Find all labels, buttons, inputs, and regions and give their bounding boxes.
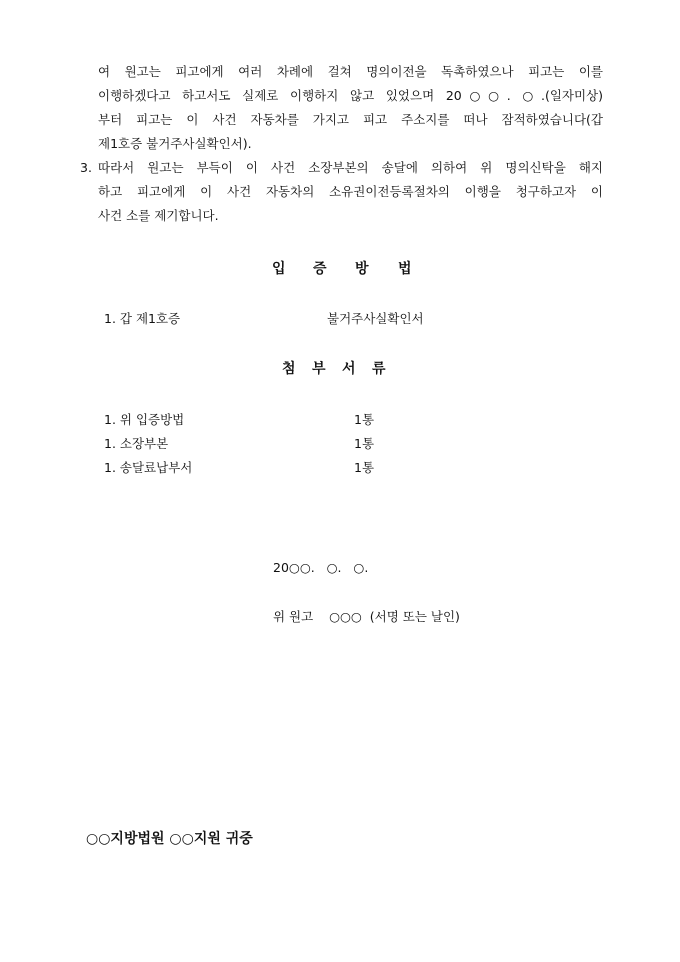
paragraph-line: 따라서 원고는 부득이 이 사건 소장부본의 송달에 의하여 위 명의신탁을 해지	[98, 160, 603, 175]
heading-char: 법	[398, 261, 412, 277]
paragraph-line: 사건 소를 제기합니다.	[98, 208, 219, 223]
heading-char: 첨	[282, 361, 296, 377]
claim-paragraph-3	[98, 156, 603, 228]
attachment-item-count: 1통	[354, 436, 375, 451]
paragraph-line: 이행하겠다고 하고서도 실제로 이행하지 않고 있었으며 20○○. ○.(일자미상)	[98, 88, 603, 103]
paragraph-line: 여 원고는 피고에게 여러 차례에 걸쳐 명의이전을 독촉하였으나 피고는 이를	[98, 64, 603, 79]
attachment-item-count: 1통	[354, 412, 375, 427]
claim-paragraph-2	[98, 60, 603, 156]
attachments-heading	[282, 358, 386, 378]
attachment-item-label: 1. 송달료납부서	[104, 460, 193, 475]
heading-char: 입	[272, 261, 286, 277]
plaintiff-signature-line: 위 원고 ○○○ (서명 또는 날인)	[273, 609, 460, 624]
heading-char: 서	[342, 361, 356, 377]
filing-date: 20○○. ○. ○.	[273, 560, 369, 575]
paragraph-line: 제1호증 불거주사실확인서).	[98, 136, 252, 151]
evidence-heading	[272, 258, 412, 278]
court-addressee: ○○지방법원 ○○지원 귀중	[86, 831, 253, 847]
paragraph-line: 하고 피고에게 이 사건 자동차의 소유권이전등록절차의 이행을 청구하고자 이	[98, 184, 603, 199]
evidence-item-value: 불거주사실확인서	[327, 311, 424, 326]
heading-char: 류	[372, 361, 386, 377]
paragraph-line: 부터 피고는 이 사건 자동차를 가지고 피고 주소지를 떠나 잠적하였습니다(갑	[98, 112, 603, 127]
paragraph-number: 3.	[80, 160, 92, 175]
attachment-item-label: 1. 소장부본	[104, 436, 169, 451]
heading-char: 부	[312, 361, 326, 377]
attachment-item-count: 1통	[354, 460, 375, 475]
evidence-item-label: 1. 갑 제1호증	[104, 311, 181, 326]
heading-char: 증	[313, 261, 327, 277]
heading-char: 방	[355, 261, 369, 277]
attachment-item-label: 1. 위 입증방법	[104, 412, 185, 427]
